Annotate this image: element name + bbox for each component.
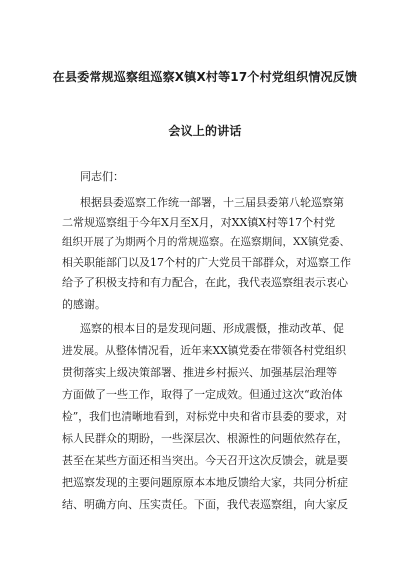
paragraph-line: 检”，我们也清晰地看到，对标党中央和省市县委的要求，对 xyxy=(62,410,347,423)
paragraph-line: 相关职能部门以及17个村的广大党员干部群众，对巡察工作 xyxy=(62,256,351,269)
salutation: 同志们： xyxy=(80,170,124,183)
paragraph-line: 结、明确方向、压实责任。下面，我代表巡察组，向大家反 xyxy=(62,498,348,511)
paragraph-line: 根据县委巡察工作统一部署，十三届县委第八轮巡察第 xyxy=(80,196,344,209)
paragraph-line: 进发展。从整体情况看，近年来XX镇党委在带领各村党组织 xyxy=(62,344,347,357)
paragraph-line: 把巡察发现的主要问题原原本本地反馈给大家，共同分析症 xyxy=(62,476,348,489)
paragraph-line: 方面做了一些工作，取得了一定成效。但通过这次“政治体 xyxy=(62,388,343,401)
paragraph-line: 标人民群众的期盼，一些深层次、根源性的问题依然存在， xyxy=(62,432,348,445)
document-subtitle: 会议上的讲话 xyxy=(168,124,242,138)
paragraph-line: 二常规巡察组于今年X月至X月，对XX镇X村等17个村党 xyxy=(62,216,336,229)
paragraph-line: 甚至在某些方面还相当突出。今天召开这次反馈会，就是要 xyxy=(62,454,348,467)
document-title: 在县委常规巡察组巡察X镇X村等17个村党组织情况反馈 xyxy=(52,70,358,84)
paragraph-line: 给予了积极支持和有力配合，在此，我代表巡察组表示衷心 xyxy=(62,276,348,289)
paragraph-line: 的感谢。 xyxy=(62,298,106,311)
paragraph-line: 组织开展了为期两个月的常规巡察。在巡察期间，XX镇党委、 xyxy=(62,236,350,248)
paragraph-line: 贯彻落实上级决策部署、推进乡村振兴、加强基层治理等 xyxy=(62,366,337,379)
paragraph-line: 巡察的根本目的是发现问题、形成震慑，推动改革、促 xyxy=(80,322,344,335)
